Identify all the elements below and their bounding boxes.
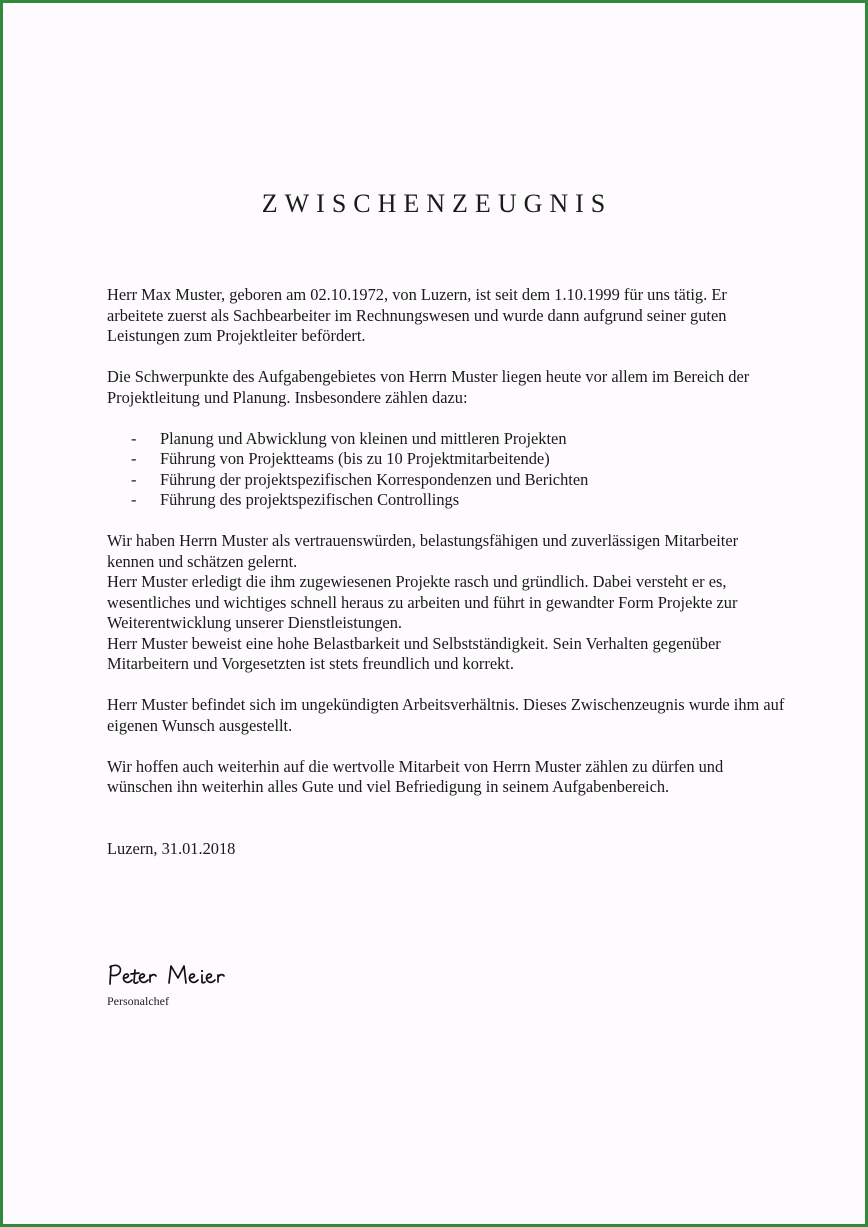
assessment-block [107, 531, 787, 675]
list-item: - Führung des projektspezifischen Controllings [107, 490, 787, 511]
paragraph-intro: Herr Max Muster, geboren am 02.10.1972, von Luzern, ist seit dem 1.10.1999 für uns tätig. Er arbeitete zuerst als Sachbearbeiter im Rechnungswesen und wurde dann aufgrund seiner guten Leistungen zum Projektleiter befördert. [107, 285, 727, 345]
task-list [107, 429, 787, 511]
place-date: Luzern, 31.01.2018 [107, 838, 236, 858]
watermark [39, 1176, 99, 1194]
paragraph-assessment-2: Herr Muster erledigt die ihm zugewiesenen Projekte rasch und gründlich. Dabei versteht er es, wesentliches und wichtiges schnell heraus zu arbeiten und führt in gewandter Form Projekte zur Weiterentwicklung unserer Dienstleistungen. [107, 572, 738, 632]
signature-image [107, 958, 257, 994]
paragraph-focus: Die Schwerpunkte des Aufgabengebietes von Herrn Muster liegen heute vor allem im Bereich der Projektleitung und Planung. Insbesondere zählen dazu: [107, 367, 750, 407]
paragraph-assessment-3: Herr Muster beweist eine hohe Belastbarkeit und Selbstständigkeit. Sein Verhalten gegenüber Mitarbeitern und Vorgesetzten ist stets freundlich und korrekt. [107, 633, 721, 673]
list-item: - Führung der projektspezifischen Korrespondenzen und Berichten [107, 470, 787, 491]
document-body [107, 285, 787, 859]
paragraph-status: Herr Muster befindet sich im ungekündigten Arbeitsverhältnis. Dieses Zwischenzeugnis wurde ihm auf eigenen Wunsch ausgestellt. [107, 695, 785, 735]
document-title: ZWISCHENZEUGNIS [261, 189, 613, 218]
signature-role: Personalchef [107, 994, 169, 1008]
list-item: - Führung von Projektteams (bis zu 10 Projektmitarbeitende) [107, 449, 787, 470]
paragraph-assessment-1: Wir haben Herrn Muster als vertrauenswürden, belastungsfähigen und zuverlässigen Mitarbeiter kennen und schätzen gelernt. [107, 531, 739, 571]
paragraph-closing: Wir hoffen auch weiterhin auf die wertvolle Mitarbeit von Herrn Muster zählen zu dürfen und wünschen ihn weiterhin alles Gute und viel Befriedigung in seinem Aufgabenbereich. [107, 756, 724, 796]
list-item: - Planung und Abwicklung von kleinen und mittleren Projekten [107, 429, 787, 450]
